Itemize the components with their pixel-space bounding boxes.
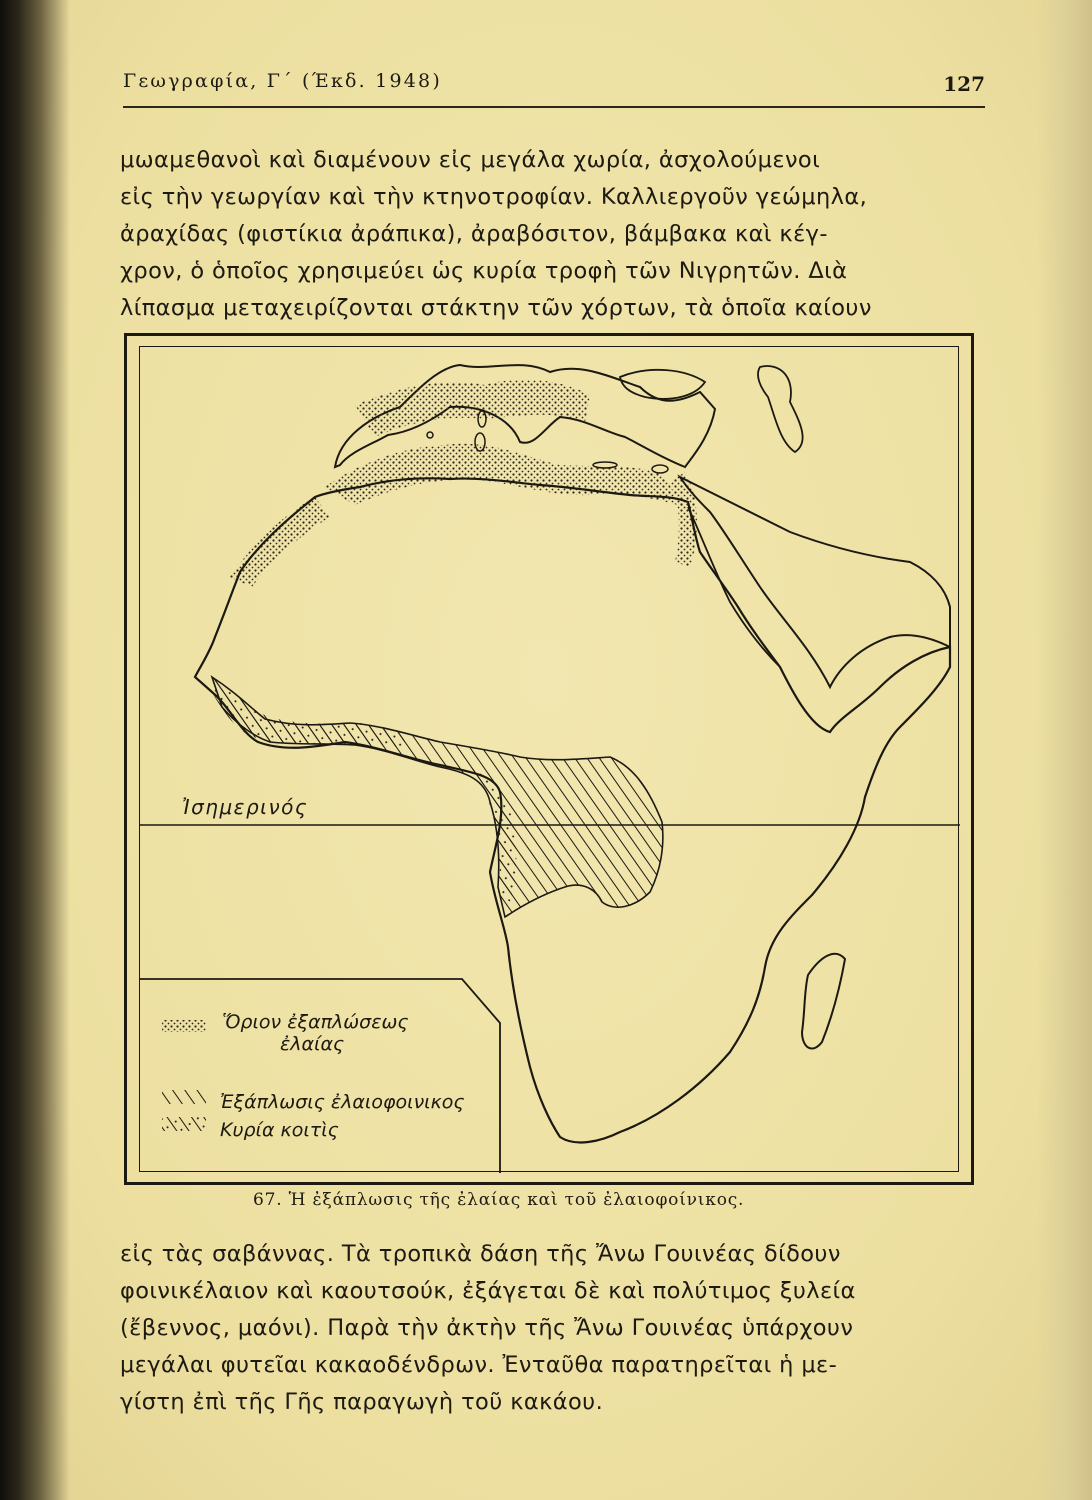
figure-caption: 67. Ἡ ἐξάπλωσις τῆς ἐλαίας καὶ τοῦ ἐλαιοφοίνικος.	[253, 1190, 745, 1210]
legend-box	[140, 979, 500, 1173]
legend-swatch-palm	[162, 1090, 206, 1104]
equator-label: Ἰσημερινός	[182, 795, 309, 819]
olive-band-europe	[355, 380, 590, 437]
text-line: χρον, ὁ ὁποῖος χρησιμεύει ὡς κυρία τροφὴ τῶν Νιγρητῶν. Διὰ	[120, 258, 848, 284]
page-number: 127	[943, 72, 985, 96]
madagascar	[802, 954, 845, 1049]
red-sea	[688, 507, 780, 667]
legend-swatch-olive	[162, 1020, 206, 1032]
legend-olive-line1: Ὅριον ἐξαπλώσεως	[222, 1011, 409, 1033]
text-line: ἀραχίδας (φιστίκια ἀράπικα), ἀραβόσιτον, βάμβακα καὶ κέγ-	[120, 221, 828, 247]
olive-limit-band	[325, 444, 685, 507]
legend-main-basin: Κυρία κοιτὶς	[220, 1119, 339, 1141]
page-edge	[1037, 0, 1092, 1500]
text-line: μεγάλαι φυτεῖαι κακαοδένδρων. Ἐνταῦθα παρατηρεῖται ἡ με-	[120, 1352, 838, 1378]
header-rule	[123, 106, 985, 108]
paragraph-top	[120, 142, 985, 327]
text-line: (ἔβεννος, μαόνι). Παρὰ τὴν ἀκτὴν τῆς Ἄνω Γουινέας ὑπάρχουν	[120, 1315, 854, 1341]
text-line: εἰς τὰς σαβάννας. Τὰ τροπικὰ δάση τῆς Ἄνω Γουινέας δίδουν	[120, 1241, 841, 1267]
island-cyprus	[652, 465, 668, 473]
olive-band-west	[230, 497, 330, 587]
main-basin-region	[212, 677, 408, 747]
legend-swatch-basin	[162, 1117, 206, 1131]
legend-olive-limit	[222, 1011, 409, 1055]
legend-olive-line2: ἐλαίας	[280, 1033, 345, 1055]
map-border	[139, 346, 959, 1172]
page-header	[123, 68, 985, 108]
paragraph-bottom	[120, 1236, 985, 1421]
text-line: φοινικέλαιον καὶ καουτσούκ, ἐξάγεται δὲ καὶ πολύτιμος ξυλεία	[120, 1278, 856, 1304]
text-line: εἰς τὴν γεωργίαν καὶ τὴν κτηνοτροφίαν. Καλλιεργοῦν γεώμηλα,	[120, 184, 868, 210]
island-balearic	[427, 432, 433, 438]
running-head: Γεωγραφία, Γ΄ (Έκδ. 1948)	[123, 70, 442, 92]
map-figure	[124, 333, 974, 1185]
text-line: λίπασμα μεταχειρίζονται στάκτην τῶν χόρτων, τὰ ὁποῖα καίουν	[120, 295, 872, 321]
legend-oil-palm: Ἐξάπλωσις ἐλαιοφοινικος	[220, 1091, 465, 1113]
binding-shadow	[0, 0, 70, 1500]
caspian-sea	[758, 366, 803, 452]
text-line: γίστη ἐπὶ τῆς Γῆς παραγωγὴ τοῦ κακάου.	[120, 1389, 604, 1415]
text-line: μωαμεθανοὶ καὶ διαμένουν εἰς μεγάλα χωρία, ἀσχολούμενοι	[120, 147, 821, 173]
